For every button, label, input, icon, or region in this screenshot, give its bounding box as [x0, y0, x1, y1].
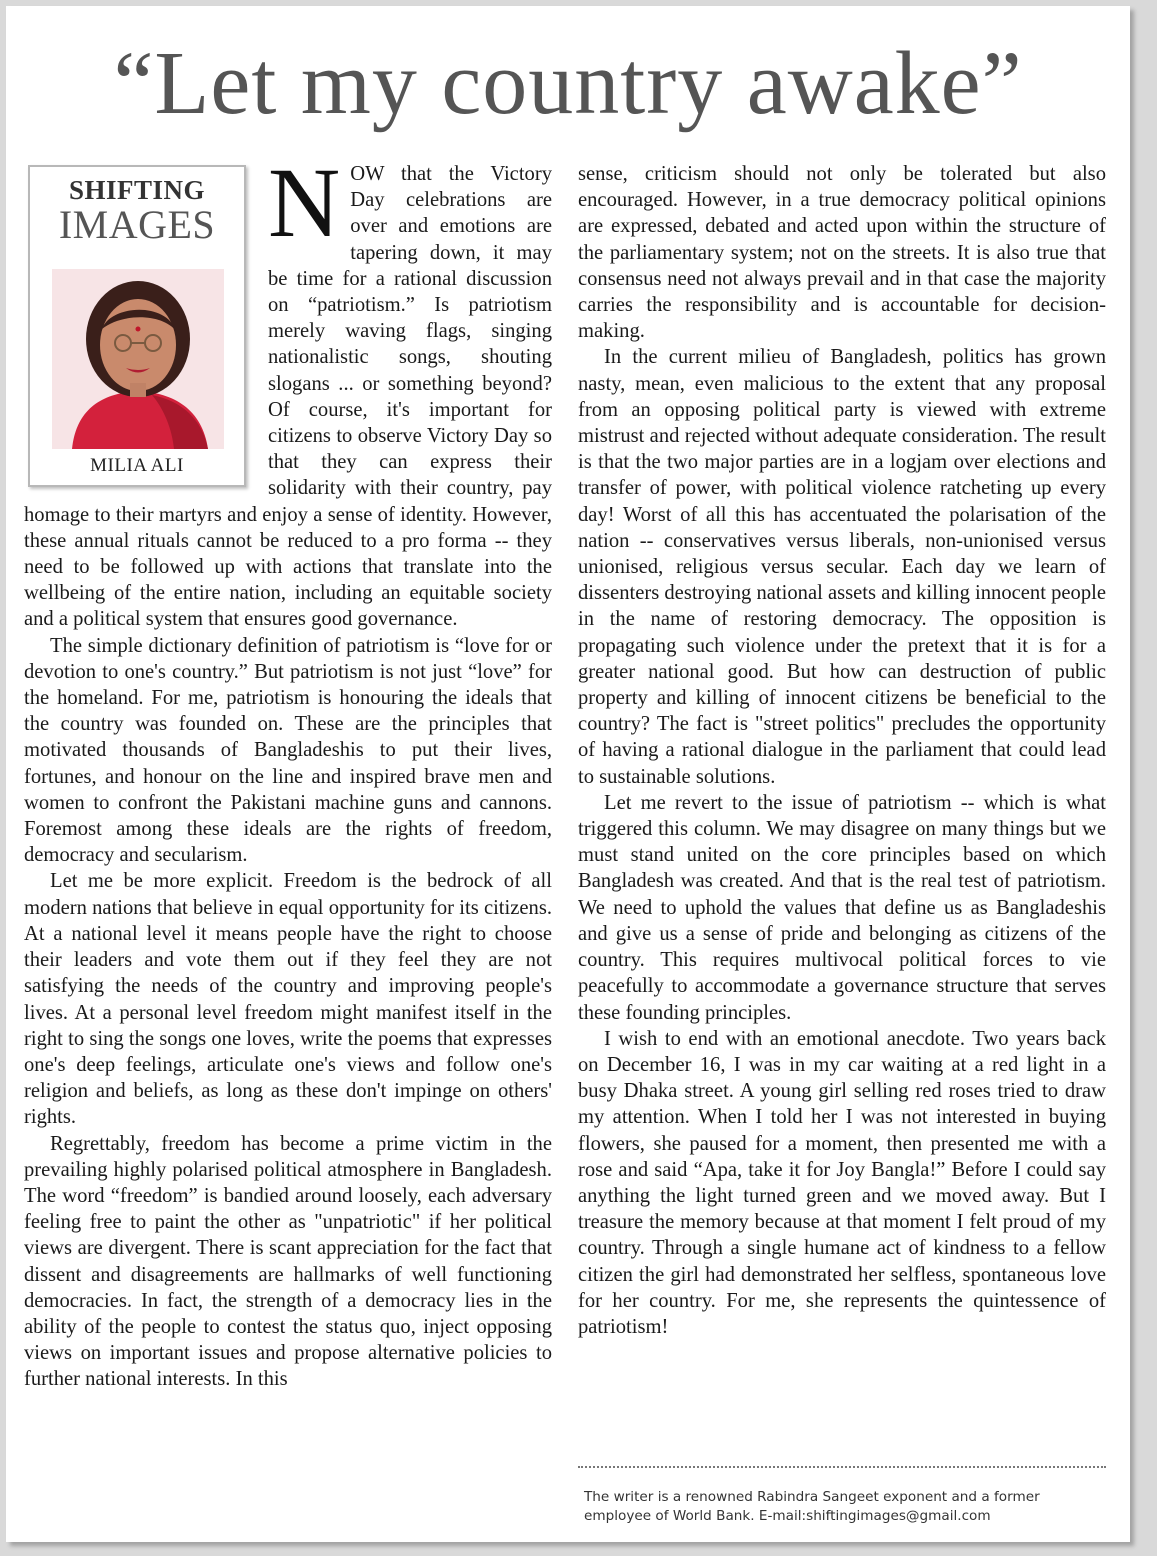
article-paragraph: Let me be more explicit. Freedom is the bedrock of all modern nations that believe in equal opportunity for its citizens. At a national level it means people have the right to choose their leaders and vote them out if they feel they are not satisfying the needs of the country and improving people's lives. At a personal level freedom might manifest itself in the right to sing the songs one loves, write the poems that expresses one's deep feelings, articulate one's views and follow one's religion and beliefs, as long as these don't impinge on others' rights. [24, 870, 552, 1129]
article-paragraph: Let me revert to the issue of patriotism -- which is what triggered this column. We may disagree on many things but we must stand united on the core principles based on which Bangladesh was created. And that is the real test of patriotism. We need to uphold the values that define us as Bangladeshis and give us a sense of pride and belonging as citizens of the country. This requires multivocal political forces to vie peacefully to accommodate a governance structure that serves these founding principles. [578, 791, 1106, 1024]
author-name: MILIA ALI [90, 454, 184, 476]
article-paragraph: The simple dictionary definition of patriotism is “love for or devotion to one's country.” But patriotism is not just “love” for the homeland. For me, patriotism is honouring the ideals that the country was founded on. These are the principles that motivated thousands of Bangladeshis to put their lives, fortunes, and honour on the line and inspired brave men and women to confront the Pakistani machine guns and cannons. Foremost among these ideals are the rights of freedom, democracy and secularism. [24, 634, 552, 867]
article-column-left [24, 161, 552, 1531]
author-portrait-icon [52, 269, 224, 449]
column-name-line1: SHIFTING [68, 175, 206, 205]
drop-cap: N [268, 161, 341, 258]
author-photo [52, 269, 224, 449]
footer-divider [578, 1466, 1106, 1468]
article-paragraph: In the current milieu of Bangladesh, politics has grown nasty, mean, even malicious to the extent that any proposal from an opposing political party is viewed with extreme mistrust and rejected without adequate consideration. The result is that the two major parties are in a logjam over elections and transfer of power, with political violence ratcheting up every day! Worst of all this has accentuated the polarisation of the nation -- conservatives versus liberals, non-unionised versus unionised, religious versus secular. Each day we learn of dissenters destroying national assets and killing innocent people in the name of restoring democracy. The opposition is propagating such violence under the pretext that it is for a greater national good. But how can destruction of public property and killing of innocent citizens be beneficial to the country? The fact is "street politics" precludes the opportunity of having a rational dialogue in the parliament that could lead to sustainable solutions. [578, 346, 1106, 788]
first-paragraph-text: OW that the Victory Day celebrations are over and emotions are tapering down, it may be time for a rational discussion on “patriotism.” Is patriotism merely waving flags, singing nationalistic songs, shouting slogans ... or something beyond? Of course, it's important for citizens to observe Victory Day so that they can express their solidarity with their country, pay homage to their martyrs and enjoy a sense of identity. However, these annual rituals cannot be reduced to a pro forma -- they need to be followed up with actions that translate into the wellbeing of the entire nation, including an equitable society and a political system that ensures good governance. [24, 163, 552, 631]
article-column-right [578, 161, 1106, 1531]
column-byline-box [28, 165, 246, 487]
article-paragraph: Regrettably, freedom has become a prime victim in the prevailing highly polarised political atmosphere in Bangladesh. The word “freedom” is bandied around loosely, each adversary feeling free to paint the other as "unpatriotic" if her political views are divergent. There is scant appreciation for the fact that dissent and disagreements are hallmarks of well functioning democracies. In fact, the strength of a democracy lies in the ability of the people to contest the status quo, inject opposing views on important issues and propose alternative policies to further national interests. In this [24, 1132, 552, 1391]
author-note: The writer is a renowned Rabindra Sangeet exponent and a former employee of World Bank. E-mail:shiftingimages@gmail.com [584, 1489, 1040, 1524]
article-paragraph: I wish to end with an emotional anecdote. Two years back on December 16, I was in my car waiting at a red light in a busy Dhaka street. A young girl selling red roses tried to draw my attention. When I told her I was not interested in buying flowers, she paused for a moment, then presented me with a rose and said “Apa, take it for Joy Bangla!” Before I could say anything the light turned green and we moved away. But I treasure the memory because at that moment I felt proud of my country. Through a single humane act of kindness to a fellow citizen the girl had demonstrated her selfless, spontaneous love for her country. For me, she represents the quintessence of patriotism! [578, 1027, 1106, 1338]
column-name-line2: IMAGES [58, 202, 216, 247]
newspaper-page [6, 6, 1130, 1542]
article-paragraph-continued: sense, criticism should not only be tolerated but also encouraged. However, in a true democracy political opinions are expressed, debated and acted upon within the structure of the parliamentary system; not on the streets. It is also true that consensus need not always prevail and in that case the majority carries the responsibility and is accountable for decision-making. [578, 163, 1106, 343]
headline: “Let my country awake” [113, 34, 1023, 133]
